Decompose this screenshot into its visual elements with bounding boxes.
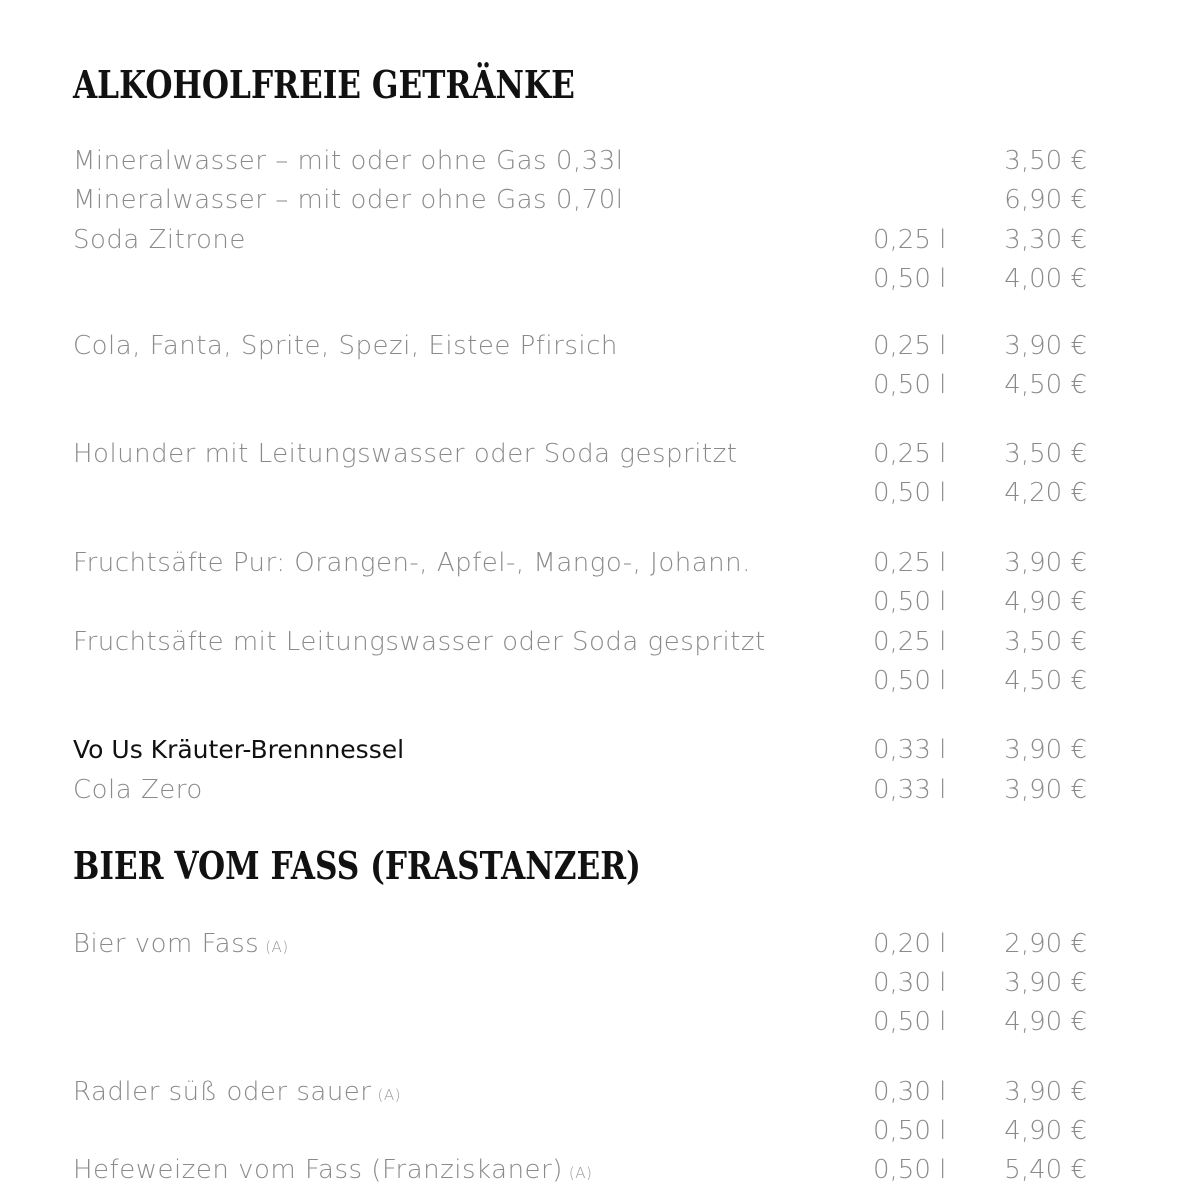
allergen-code: (A) (377, 1086, 401, 1104)
item-name: Soda Zitrone (73, 225, 246, 255)
item-volume: 0,33 l (873, 775, 947, 805)
allergen-code: (A) (568, 1164, 593, 1182)
item-volume: 0,25 l (873, 548, 947, 578)
item-price: 3,90 € (1004, 331, 1087, 361)
item-price: 3,50 € (1004, 146, 1087, 176)
item-volume: 0,50 l (873, 478, 947, 508)
item-price: 3,50 € (1004, 627, 1087, 657)
item-volume: 0,50 l (873, 1116, 947, 1146)
item-price: 4,90 € (1004, 587, 1087, 617)
item-volume: 0,25 l (873, 331, 947, 361)
item-name: Mineralwasser – mit oder ohne Gas 0,33l (73, 146, 624, 176)
section-title-alkoholfreie-getraenke: ALKOHOLFREIE GETRÄNKE (73, 62, 575, 107)
item-price: 3,90 € (1004, 968, 1087, 998)
item-name: Vo Us Kräuter-Brennnessel (73, 735, 405, 764)
item-price: 6,90 € (1004, 185, 1087, 215)
item-price: 4,00 € (1004, 264, 1087, 294)
item-volume: 0,30 l (873, 1077, 947, 1107)
item-volume: 0,25 l (873, 225, 947, 255)
item-name: Bier vom Fass (A) (73, 929, 289, 959)
item-price: 3,90 € (1004, 548, 1087, 578)
item-volume: 0,50 l (873, 370, 947, 400)
item-price: 3,30 € (1004, 225, 1087, 255)
item-price: 4,50 € (1004, 370, 1087, 400)
item-volume: 0,50 l (873, 1007, 947, 1037)
item-name: Cola Zero (73, 775, 203, 805)
item-volume: 0,50 l (873, 666, 947, 696)
section-title-bier-vom-fass: BIER VOM FASS (FRASTANZER) (73, 843, 641, 888)
allergen-code: (A) (265, 938, 289, 956)
item-name: Hefeweizen vom Fass (Franziskaner) (A) (73, 1155, 593, 1185)
item-price: 4,50 € (1004, 666, 1087, 696)
item-volume: 0,50 l (873, 1155, 947, 1185)
item-volume: 0,50 l (873, 264, 947, 294)
item-volume: 0,33 l (873, 735, 947, 765)
item-name: Fruchtsäfte mit Leitungswasser oder Soda gespritzt (73, 627, 766, 657)
item-price: 3,50 € (1004, 439, 1087, 469)
item-price: 2,90 € (1004, 929, 1087, 959)
item-name: Fruchtsäfte Pur: Orangen-, Apfel-, Mango-, Johann. (73, 548, 751, 578)
item-price: 4,20 € (1004, 478, 1087, 508)
item-price: 3,90 € (1004, 1077, 1087, 1107)
item-volume: 0,25 l (873, 627, 947, 657)
item-name: Radler süß oder sauer (A) (73, 1077, 401, 1107)
item-name: Mineralwasser – mit oder ohne Gas 0,70l (73, 185, 624, 215)
item-volume: 0,20 l (873, 929, 947, 959)
item-volume: 0,50 l (873, 587, 947, 617)
item-volume: 0,25 l (873, 439, 947, 469)
item-price: 3,90 € (1004, 775, 1087, 805)
item-volume: 0,30 l (873, 968, 947, 998)
item-price: 4,90 € (1004, 1007, 1087, 1037)
item-price: 5,40 € (1004, 1155, 1087, 1185)
item-name: Holunder mit Leitungswasser oder Soda gespritzt (73, 439, 738, 469)
item-name: Cola, Fanta, Sprite, Spezi, Eistee Pfirsich (73, 331, 618, 361)
item-price: 3,90 € (1004, 735, 1087, 765)
item-price: 4,90 € (1004, 1116, 1087, 1146)
